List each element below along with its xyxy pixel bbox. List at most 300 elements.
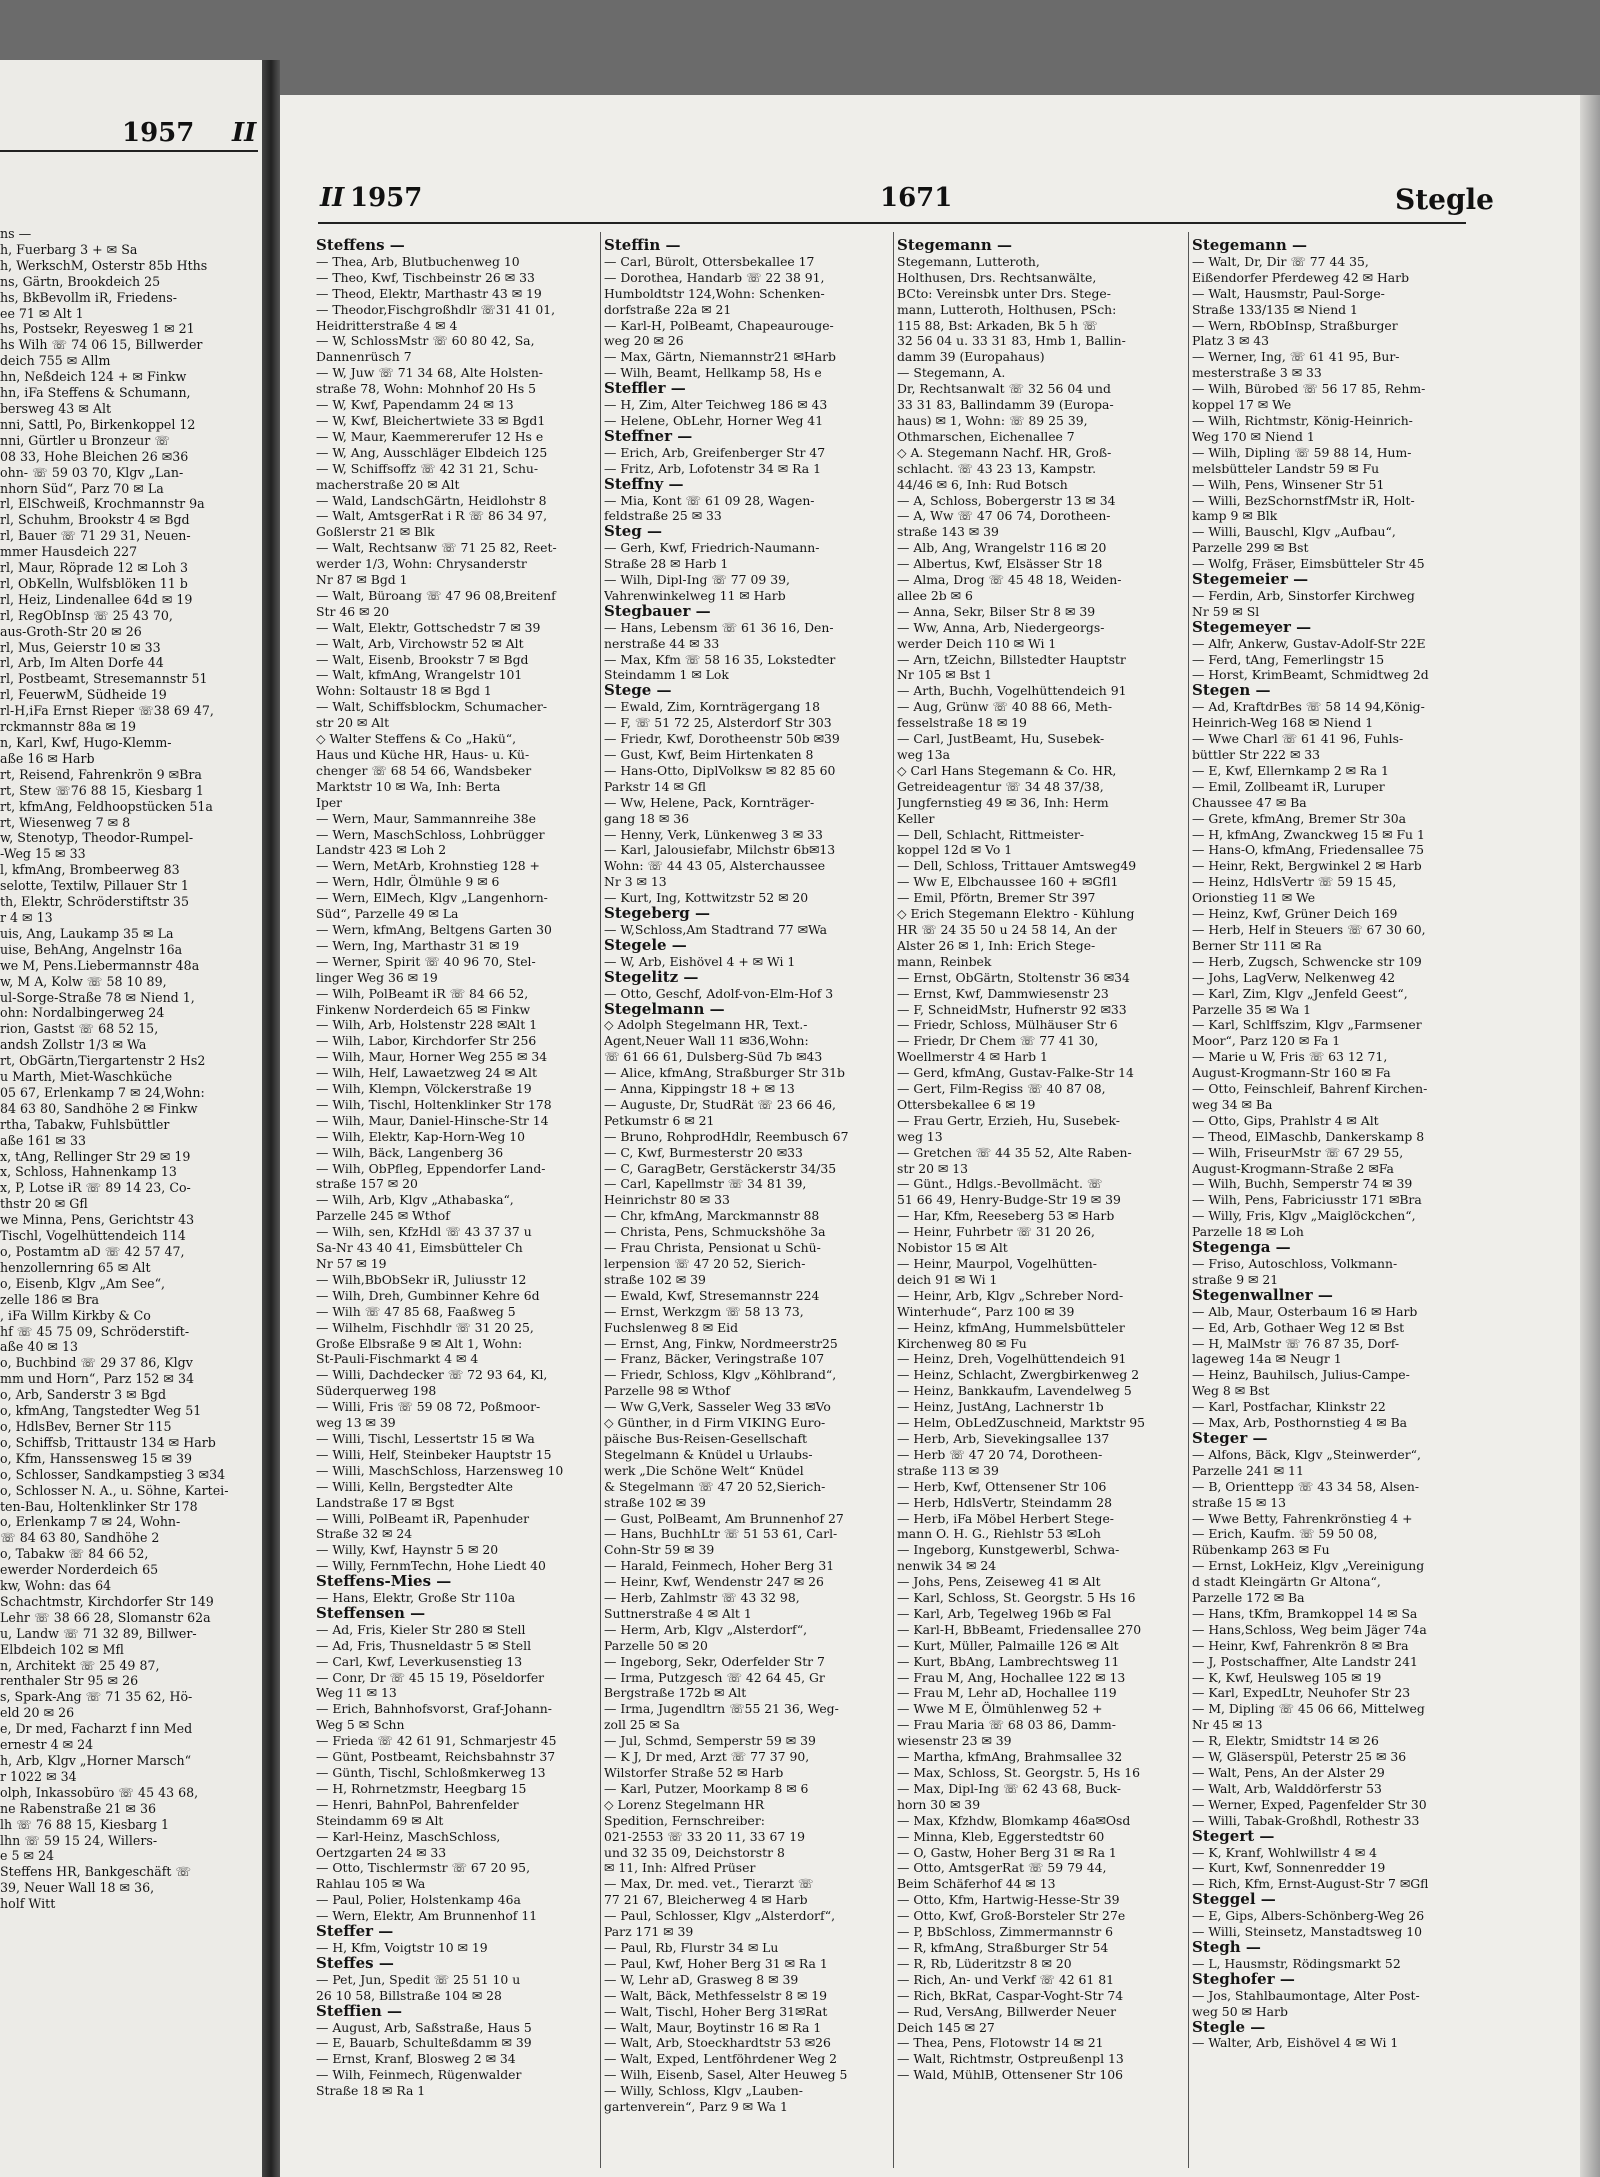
directory-entry-line: — Anna, Sekr, Bilser Str 8 ✉ 39 [897, 603, 1096, 619]
directory-entry-line: — Hans,Schloss, Weg beim Jäger 74a [1192, 1621, 1427, 1637]
directory-entry-line: — C, Kwf, Burmesterstr 20 ✉33 [604, 1144, 803, 1160]
directory-entry-line: Große Elbsraße 9 ✉ Alt 1, Wohn: [316, 1335, 523, 1351]
directory-entry-line: u, Landw ☏ 71 32 89, Billwer- [0, 1625, 197, 1641]
directory-entry-line: Stegemann, Lutteroth, [897, 253, 1040, 269]
directory-entry-line: — Heinz, kfmAng, Hummelsbütteler [897, 1319, 1125, 1335]
directory-entry-line: lageweg 14a ✉ Neugr 1 [1192, 1351, 1342, 1367]
directory-entry-line: — Ad, Fris, Thusneldastr 5 ✉ Stell [316, 1637, 532, 1653]
directory-entry-line: uise, BehAng, Angelnstr 16a [0, 941, 183, 957]
directory-entry-line: Straße 133/135 ✉ Niend 1 [1192, 301, 1358, 317]
directory-entry-line: Nobistor 15 ✉ Alt [897, 1240, 1008, 1256]
directory-entry-line: — Wilh, Pens, Fabriciusstr 171 ✉Bra [1192, 1192, 1422, 1208]
directory-entry-line: Parzelle 18 ✉ Loh [1192, 1224, 1304, 1240]
directory-entry-line: o, Buchbind ☏ 29 37 86, Klgv [0, 1355, 193, 1371]
directory-entry-line: — Friso, Autoschloss, Volkmann- [1192, 1256, 1398, 1271]
directory-entry-line: Othmarschen, Eichenallee 7 [897, 428, 1075, 444]
directory-entry-line: — Wilh, Maur, Daniel-Hinsche-Str 14 [316, 1112, 549, 1128]
directory-entry-line: — Carl, Bürolt, Ottersbekallee 17 [604, 253, 815, 269]
directory-entry-line: — Wilhelm, Fischhdlr ☏ 31 20 25, [316, 1319, 534, 1335]
directory-entry-line: werk „Die Schöne Welt“ Knüdel [604, 1462, 804, 1478]
directory-entry-line: kamp 9 ✉ Blk [1192, 508, 1278, 524]
directory-entry-line: rl, Bauer ☏ 71 29 31, Neuen- [0, 528, 191, 544]
directory-entry-line: — Otto, Feinschleif, Bahrenf Kirchen- [1192, 1081, 1428, 1097]
directory-entry-line: — Wilh, PolBeamt iR ☏ 84 66 52, [316, 985, 529, 1001]
directory-entry-line: — Theod, Elektr, Marthastr 43 ✉ 19 [316, 285, 542, 301]
directory-entry-line: Parzelle 241 ✉ 11 [1192, 1462, 1304, 1478]
directory-entry-line: — Heinz, Bankkaufm, Lavendelweg 5 [897, 1383, 1132, 1399]
directory-entry-line: rl-H,iFa Ernst Rieper ☏38 69 47, [0, 703, 214, 719]
directory-entry-line: & Stegelmann ☏ 47 20 52,Sierich- [604, 1478, 826, 1494]
directory-entry-line: straße 102 ✉ 39 [604, 1271, 706, 1287]
directory-entry-line: — Carl, Kapellmstr ☏ 34 81 39, [604, 1176, 807, 1192]
directory-entry-line: — Ww G,Verk, Sasseler Weg 33 ✉Vo [604, 1399, 831, 1415]
directory-entry-line: Stegelmann — [604, 1001, 725, 1018]
directory-entry-line: — Ingeborg, Sekr, Oderfelder Str 7 [604, 1653, 825, 1669]
directory-entry-line: Steg — [604, 524, 663, 541]
directory-entry-line: — Alb, Ang, Wrangelstr 116 ✉ 20 [897, 540, 1107, 556]
directory-entry-line: — Theodor,Fischgroßhdlr ☏31 41 01, [316, 301, 556, 317]
directory-entry-line: andsh Zollstr 1/3 ✉ Wa [0, 1037, 147, 1053]
directory-entry-line: damm 39 (Europahaus) [897, 349, 1045, 365]
page-number: 1671 [880, 183, 953, 213]
directory-entry-line: Spedition, Fernschreiber: [604, 1812, 765, 1828]
directory-entry-line: — Wern, Hdlr, Ölmühle 9 ✉ 6 [316, 874, 500, 890]
right-header-rule [318, 222, 1466, 224]
directory-entry-line: Eißendorfer Pferdeweg 42 ✉ Harb [1192, 269, 1410, 285]
directory-entry-line: Stegbauer — [604, 603, 711, 620]
directory-entry-line: Kirchenweg 80 ✉ Fu [897, 1335, 1027, 1351]
directory-entry-line: — W,Schloss,Am Stadtrand 77 ✉Wa [604, 921, 828, 937]
directory-entry-line: — Wilh, sen, KfzHdl ☏ 43 37 37 u [316, 1224, 532, 1240]
directory-entry-line: — Karl-H, PolBeamt, Chapeaurouge- [604, 317, 834, 333]
directory-entry-line: — Willi, Fris ☏ 59 08 72, Poßmoor- [316, 1399, 541, 1415]
directory-entry-line: Steghofer — [1192, 1971, 1295, 1988]
directory-entry-line: — Ernst, Werkzgm ☏ 58 13 73, [604, 1303, 804, 1319]
directory-entry-line: ◇ Lorenz Stegelmann HR [604, 1796, 765, 1812]
directory-entry-line: straße 143 ✉ 39 [897, 524, 999, 540]
directory-entry-line: — Karl, Jalousiefabr, Milchstr 6b✉13 [604, 842, 836, 858]
directory-entry-line: — Gretchen ☏ 44 35 52, Alte Raben- [897, 1144, 1132, 1160]
directory-entry-line: St-Pauli-Fischmarkt 4 ✉ 4 [316, 1351, 479, 1367]
directory-entry-line: — Walt, Tischl, Hoher Berg 31✉Rat [604, 2003, 828, 2019]
directory-entry-line: renthaler Str 95 ✉ 26 [0, 1673, 139, 1689]
directory-entry-line: — Wilh, Beamt, Hellkamp 58, Hs e [604, 365, 822, 381]
directory-entry-line: gang 18 ✉ 36 [604, 810, 689, 826]
directory-entry-line: — Wwe Betty, Fahrenkrönstieg 4 + [1192, 1510, 1413, 1526]
directory-entry-line: — Willy, Kwf, Haynstr 5 ✉ 20 [316, 1542, 499, 1558]
directory-entry-line: — Otto, Geschf, Adolf-von-Elm-Hof 3 [604, 985, 834, 1001]
directory-entry-line: — Ewald, Kwf, Stresemannstr 224 [604, 1287, 820, 1303]
directory-entry-line: — Wern, MetArb, Krohnstieg 128 + [316, 858, 540, 874]
directory-entry-line: Nr 57 ✉ 19 [316, 1256, 387, 1271]
directory-entry-line: — Heinz, Dreh, Vogelhüttendeich 91 [897, 1351, 1127, 1367]
right-page-year: 1957 [350, 183, 423, 213]
directory-entry-line: — Horst, KrimBeamt, Schmidtweg 2d [1192, 667, 1429, 683]
directory-entry-line: — Ernst, Kranf, Blosweg 2 ✉ 34 [316, 2051, 516, 2067]
directory-column-3 [897, 238, 1185, 2168]
directory-entry-line: päische Bus-Reisen-Gesellschaft [604, 1430, 808, 1446]
directory-entry-line: Parzelle 98 ✉ Wthof [604, 1383, 730, 1399]
directory-entry-line: koppel 12d ✉ Vo 1 [897, 842, 1013, 858]
directory-entry-line: — Herb, Zahlmstr ☏ 43 32 98, [604, 1590, 800, 1606]
directory-entry-line: aße 161 ✉ 33 [0, 1132, 86, 1148]
directory-entry-line: — Thea, Pens, Flotowstr 14 ✉ 21 [897, 2035, 1104, 2051]
directory-entry-line: koppel 17 ✉ We [1192, 397, 1292, 413]
directory-entry-line: August-Krogmann-Str 160 ✉ Fa [1192, 1065, 1391, 1081]
directory-entry-line: hs, BkBevollm iR, Friedens- [0, 289, 177, 305]
directory-entry-line: Parzelle 35 ✉ Wa 1 [1192, 1001, 1312, 1017]
directory-entry-line: — Chr, kfmAng, Marckmannstr 88 [604, 1208, 820, 1224]
directory-entry-line: Süderquerweg 198 [316, 1383, 437, 1399]
directory-entry-line: — Herb, Arb, Sievekingsallee 137 [897, 1430, 1110, 1446]
directory-entry-line: nni, Sattl, Po, Birkenkoppel 12 [0, 416, 196, 432]
directory-entry-line: chenger ☏ 68 54 66, Wandsbeker [316, 762, 532, 778]
directory-entry-line: weg 13a [897, 747, 950, 762]
directory-entry-line: — Dorothea, Handarb ☏ 22 38 91, [604, 269, 825, 285]
directory-entry-line: haus) ✉ 1, Wohn: ☏ 89 25 39, [897, 412, 1088, 428]
directory-entry-line: Nr 45 ✉ 13 [1192, 1717, 1263, 1733]
directory-entry-line: BCto: Vereinsbk unter Drs. Stege- [897, 285, 1111, 301]
directory-entry-line: — Karl, Zim, Klgv „Jenfeld Geest“, [1192, 985, 1408, 1001]
directory-entry-line: 44/46 ✉ 6, Inh: Rud Botsch [897, 476, 1068, 492]
directory-entry-line: Steffin — [604, 238, 681, 254]
directory-entry-line: Parz 171 ✉ 39 [604, 1924, 694, 1940]
directory-entry-line: — Otto, Kwf, Groß-Borsteler Str 27e [897, 1908, 1126, 1924]
directory-entry-line: — Ww, Anna, Arb, Niedergeorgs- [897, 619, 1105, 635]
directory-entry-line: x, Schloss, Hahnenkamp 13 [0, 1164, 177, 1180]
directory-entry-line: Stegele — [604, 937, 687, 954]
directory-entry-line: — Alma, Drog ☏ 45 48 18, Weiden- [897, 572, 1122, 588]
directory-entry-line: — Wilh, Elektr, Kap-Horn-Weg 10 [316, 1128, 526, 1144]
directory-entry-line: — Kurt, Müller, Palmaille 126 ✉ Alt [897, 1637, 1119, 1653]
directory-entry-line: — Wilh, Dipling ☏ 59 88 14, Hum- [1192, 444, 1412, 460]
directory-entry-line: o, Postamtm aD ☏ 42 57 47, [0, 1244, 185, 1259]
directory-entry-line: Weg 8 ✉ Bst [1192, 1383, 1270, 1399]
directory-entry-line: 51 66 49, Henry-Budge-Str 19 ✉ 39 [897, 1192, 1121, 1208]
directory-entry-line: dorfstraße 22a ✉ 21 [604, 301, 732, 317]
directory-entry-line: — Willi, MaschSchloss, Harzensweg 10 [316, 1462, 564, 1478]
directory-entry-line: — Gust, PolBeamt, Am Brunnenhof 27 [604, 1510, 844, 1526]
directory-entry-line: Stegelmann & Knüdel u Urlaubs- [604, 1446, 813, 1462]
directory-entry-line: Wilstorfer Straße 52 ✉ Harb [604, 1765, 784, 1780]
directory-entry-line: Agent,Neuer Wall 11 ✉36,Wohn: [604, 1033, 809, 1049]
directory-entry-line: weg 50 ✉ Harb [1192, 2003, 1288, 2019]
directory-entry-line: — Thea, Arb, Blutbuchenweg 10 [316, 253, 520, 269]
directory-entry-line: we M, Pens.Liebermannstr 48a [0, 957, 200, 973]
directory-entry-line: — Minna, Kleb, Eggerstedtstr 60 [897, 1828, 1105, 1844]
directory-entry-line: — Theo, Kwf, Tischbeinstr 26 ✉ 33 [316, 269, 535, 285]
directory-entry-line: — Frau Christa, Pensionat u Schü- [604, 1240, 821, 1256]
directory-entry-line: ◇ Walter Steffens & Co „Hakü“, [316, 731, 517, 747]
directory-entry-line: Lehr ☏ 38 66 28, Slomanstr 62a [0, 1609, 211, 1625]
directory-entry-line: Nr 105 ✉ Bst 1 [897, 667, 992, 683]
directory-entry-line: Goßlerstr 21 ✉ Blk [316, 524, 435, 540]
directory-entry-line: — Günt., Hdlgs.-Bevollmächt. ☏ [897, 1176, 1103, 1192]
directory-entry-line: — Walt, Elektr, Gottschedstr 7 ✉ 39 [316, 619, 541, 635]
directory-entry-line: 08 33, Hohe Bleichen 26 ✉36 [0, 448, 189, 464]
directory-entry-line: Weg 11 ✉ 13 [316, 1685, 397, 1701]
directory-entry-line: — W, SchlossMstr ☏ 60 80 42, Sa, [316, 333, 535, 349]
directory-entry-line: — Theod, ElMaschb, Dankerskamp 8 [1192, 1128, 1425, 1144]
directory-entry-line: — Wilh, Labor, Kirchdorfer Str 256 [316, 1033, 537, 1049]
directory-entry-line: bersweg 43 ✉ Alt [0, 400, 112, 416]
directory-entry-line: — Anna, Kippingstr 18 + ✉ 13 [604, 1081, 795, 1097]
directory-entry-line: — Herb, Zugsch, Schwencke str 109 [1192, 953, 1422, 969]
directory-entry-line: schlacht. ☏ 43 23 13, Kampstr. [897, 460, 1097, 476]
directory-entry-line: ◇ Erich Stegemann Elektro - Kühlung [897, 906, 1135, 922]
directory-entry-line: — Herb, HdlsVertr, Steindamm 28 [897, 1494, 1113, 1510]
directory-entry-line: — Frau M, Ang, Hochallee 122 ✉ 13 [897, 1669, 1126, 1685]
directory-entry-line: n, Architekt ☏ 25 49 87, [0, 1657, 160, 1673]
directory-entry-line: rt, Stew ☏76 88 15, Kiesbarg 1 [0, 782, 204, 798]
directory-column-4 [1192, 238, 1476, 2168]
left-header-rule [0, 150, 258, 152]
directory-entry-line: — Grete, kfmAng, Bremer Str 30a [1192, 810, 1407, 826]
directory-entry-line: Rahlau 105 ✉ Wa [316, 1876, 426, 1892]
directory-entry-line: — Frau Gertr, Erzieh, Hu, Susebek- [897, 1112, 1120, 1128]
directory-entry-line: — Har, Kfm, Reeseberg 53 ✉ Harb [897, 1208, 1115, 1224]
directory-entry-line: — Heinz, Schlacht, Zwergbirkenweg 2 [897, 1367, 1140, 1383]
directory-entry-line: — Ernst, ObGärtn, Stoltenstr 36 ✉34 [897, 969, 1130, 985]
directory-entry-line: — Wilh, Bäck, Langenberg 36 [316, 1144, 504, 1160]
directory-entry-line: Stegen — [1192, 683, 1271, 700]
directory-entry-line: — Ad, KraftdrBes ☏ 58 14 94,König- [1192, 699, 1425, 715]
directory-entry-line: — W, Kwf, Bleichertwiete 33 ✉ Bgd1 [316, 412, 546, 428]
directory-entry-line: lerpension ☏ 47 20 52, Sierich- [604, 1256, 806, 1271]
directory-entry-line: x, tAng, Rellinger Str 29 ✉ 19 [0, 1148, 191, 1164]
directory-entry-line: zelle 186 ✉ Bra [0, 1291, 99, 1307]
directory-entry-line: — Wilh, Dreh, Gumbinner Kehre 6d [316, 1287, 540, 1303]
directory-entry-line: Stegenwallner — [1192, 1287, 1333, 1304]
directory-entry-line: Straße 28 ✉ Harb 1 [604, 556, 729, 572]
column-divider [893, 232, 894, 2168]
directory-entry-line: eld 20 ✉ 26 [0, 1705, 75, 1721]
directory-entry-line: — Kurt, Ing, Kottwitzstr 52 ✉ 20 [604, 890, 809, 906]
directory-column-2 [604, 238, 890, 2168]
directory-entry-line: ne Rabenstraße 21 ✉ 36 [0, 1800, 157, 1816]
directory-entry-line: — J, Postschaffner, Alte Landstr 241 [1192, 1653, 1418, 1669]
directory-entry-line: lh ☏ 76 88 15, Kiesbarg 1 [0, 1816, 170, 1832]
directory-entry-line: nenwik 34 ✉ 24 [897, 1558, 997, 1574]
left-page-column [0, 226, 256, 2166]
directory-entry-line: ee 71 ✉ Alt 1 [0, 305, 84, 321]
directory-entry-line: Nr 59 ✉ Sl [1192, 603, 1260, 619]
directory-entry-line: — Wern, Ing, Marthastr 31 ✉ 19 [316, 937, 520, 953]
directory-entry-line: — W, Arb, Eishövel 4 + ✉ Wi 1 [604, 953, 796, 969]
directory-entry-line: — Wilh, Eisenb, Sasel, Alter Heuweg 5 [604, 2067, 848, 2083]
directory-entry-line: — Walter, Arb, Eishövel 4 ✉ Wi 1 [1192, 2035, 1399, 2051]
directory-entry-line: — Harald, Feinmech, Hoher Berg 31 [604, 1558, 835, 1574]
directory-entry-line: — Gerd, kfmAng, Gustav-Falke-Str 14 [897, 1065, 1134, 1081]
directory-entry-line: -Weg 15 ✉ 33 [0, 846, 86, 862]
directory-entry-line: — Wilh, Helf, Lawaetzweg 24 ✉ Alt [316, 1065, 537, 1081]
directory-entry-line: ◇ Adolph Stegelmann HR, Text.- [604, 1017, 808, 1033]
directory-entry-line: — Wern, Elektr, Am Brunnenhof 11 [316, 1908, 538, 1924]
directory-entry-line: — Hans, BuchhLtr ☏ 51 53 61, Carl- [604, 1526, 838, 1542]
directory-entry-line: mann, Lutteroth, Holthusen, PSch: [897, 301, 1117, 317]
directory-entry-line: — Max, Dipl-Ing ☏ 62 43 68, Buck- [897, 1780, 1121, 1796]
directory-entry-line: Straße 18 ✉ Ra 1 [316, 2083, 426, 2099]
directory-entry-line: Stege — [604, 683, 672, 700]
directory-entry-line: ◇ A. Stegemann Nachf. HR, Groß- [897, 444, 1112, 460]
directory-entry-line: — Karl, ExpedLtr, Neuhofer Str 23 [1192, 1685, 1411, 1701]
directory-entry-line: aus-Groth-Str 20 ✉ 26 [0, 623, 142, 639]
directory-entry-line: — Walt, Richtmstr, Ostpreußenpl 13 [897, 2051, 1124, 2067]
directory-entry-line: — Alice, kfmAng, Straßburger Str 31b [604, 1065, 845, 1081]
directory-entry-line: Steffes — [316, 1955, 394, 1972]
directory-entry-line: d stadt Kleingärtn Gr Altona“, [1192, 1574, 1381, 1590]
directory-entry-line: — Werner, Ing, ☏ 61 41 95, Bur- [1192, 349, 1400, 365]
directory-entry-line: straße 78, Wohn: Mohnhof 20 Hs 5 [316, 381, 537, 397]
directory-entry-line: — Wern, Maur, Sammannreihe 38e [316, 810, 536, 826]
directory-entry-line: — Dell, Schlacht, Rittmeister- [897, 826, 1085, 842]
directory-entry-line: — Helm, ObLedZuschneid, Marktstr 95 [897, 1415, 1146, 1431]
directory-entry-line: — A, Schloss, Bobergerstr 13 ✉ 34 [897, 492, 1116, 508]
directory-entry-line: — E, Kwf, Ellernkamp 2 ✉ Ra 1 [1192, 762, 1389, 778]
directory-entry-line: — C, GaragBetr, Gerstäckerstr 34/35 [604, 1160, 837, 1176]
directory-entry-line: Wohn: ☏ 44 43 05, Alsterchaussee [604, 858, 826, 874]
directory-entry-line: — Willi, Kelln, Bergstedter Alte [316, 1478, 513, 1494]
directory-entry-line: straße 113 ✉ 39 [897, 1462, 999, 1478]
directory-entry-line: Beim Schäferhof 44 ✉ 13 [897, 1876, 1056, 1892]
directory-entry-line: — Friedr, Dr Chem ☏ 77 41 30, [897, 1033, 1099, 1049]
directory-entry-line: melsbütteler Landstr 59 ✉ Fu [1192, 460, 1380, 476]
directory-entry-line: ☏ 61 66 61, Dulsberg-Süd 7b ✉43 [604, 1049, 823, 1065]
directory-entry-line: str 20 ✉ Alt [316, 715, 390, 731]
directory-entry-line: Schachtmstr, Kirchdorfer Str 149 [0, 1593, 214, 1609]
directory-entry-line: — Ad, Fris, Kieler Str 280 ✉ Stell [316, 1621, 526, 1637]
directory-entry-line: — Karl, Arb, Tegelweg 196b ✉ Fal [897, 1605, 1112, 1621]
directory-entry-line: rt, ObGärtn,Tiergartenstr 2 Hs2 [0, 1053, 206, 1069]
directory-entry-line: rt, Reisend, Fahrenkrön 9 ✉Bra [0, 766, 202, 782]
directory-entry-line: Tischl, Vogelhüttendeich 114 [0, 1228, 186, 1244]
directory-entry-line: Stegert — [1192, 1828, 1275, 1845]
directory-entry-line: Parkstr 14 ✉ Gfl [604, 778, 706, 794]
directory-entry-line: o, Schlosser, Sandkampstieg 3 ✉34 [0, 1466, 226, 1482]
directory-entry-line: — Walt, kfmAng, Wrangelstr 101 [316, 667, 523, 683]
directory-entry-line: — Alb, Maur, Osterbaum 16 ✉ Harb [1192, 1303, 1418, 1319]
directory-entry-line: — Otto, AmtsgerRat ☏ 59 79 44, [897, 1860, 1107, 1876]
directory-entry-line: zoll 25 ✉ Sa [604, 1717, 680, 1733]
directory-entry-line: — Emil, Pförtn, Bremer Str 397 [897, 890, 1096, 906]
directory-entry-line: — Walt, Arb, Walddörferstr 53 [1192, 1780, 1382, 1796]
directory-entry-line: 26 10 58, Billstraße 104 ✉ 28 [316, 1987, 502, 2003]
directory-entry-line: — Willy, Fris, Klgv „Maiglöckchen“, [1192, 1208, 1416, 1224]
directory-entry-line: — Walt, Eisenb, Brookstr 7 ✉ Bgd [316, 651, 529, 667]
directory-entry-line: Stegemeyer — [1192, 619, 1312, 636]
directory-entry-line: — Friedr, Schloss, Klgv „Köhlbrand“, [604, 1367, 837, 1383]
directory-entry-line: — O, Gastw, Hoher Berg 31 ✉ Ra 1 [897, 1844, 1117, 1860]
directory-entry-line: rl, Maur, Röprade 12 ✉ Loh 3 [0, 560, 189, 576]
directory-entry-line: olph, Inkassobüro ☏ 45 43 68, [0, 1784, 199, 1800]
directory-entry-line: — Werner, Exped, Pagenfelder Str 30 [1192, 1796, 1427, 1812]
directory-entry-line: Parzelle 245 ✉ Wthof [316, 1208, 450, 1224]
directory-entry-line: Steffens — [316, 238, 405, 254]
directory-entry-line: — Frau Maria ☏ 68 03 86, Damm- [897, 1717, 1116, 1733]
directory-entry-line: we Minna, Pens, Gerichtstr 43 [0, 1212, 195, 1228]
directory-entry-line: — Günt, Postbeamt, Reichsbahnstr 37 [316, 1749, 556, 1765]
directory-entry-line: feldstraße 25 ✉ 33 [604, 508, 722, 524]
directory-entry-line: — H, Kfm, Voigtstr 10 ✉ 19 [316, 1939, 488, 1955]
directory-entry-line: — E, Bauarb, Schulteßdamm ✉ 39 [316, 2035, 532, 2051]
directory-entry-line: weg 20 ✉ 26 [604, 333, 684, 349]
directory-entry-line: — Otto, Kfm, Hartwig-Hesse-Str 39 [897, 1892, 1120, 1908]
directory-entry-line: rl, ObKelln, Wulfsblöken 11 b [0, 575, 188, 591]
directory-entry-line: — H, Zim, Alter Teichweg 186 ✉ 43 [604, 397, 828, 413]
directory-entry-line: — Herb ☏ 47 20 74, Dorotheen- [897, 1446, 1103, 1462]
directory-entry-line: mmer Hausdeich 227 [0, 544, 138, 560]
directory-entry-line: — Max, Schloss, St. Georgstr. 5, Hs 16 [897, 1765, 1140, 1780]
directory-entry-line: selotte, Textilw, Pillauer Str 1 [0, 878, 189, 894]
directory-entry-line: wiesenstr 23 ✉ 39 [897, 1733, 1012, 1749]
directory-entry-line: — Wald, LandschGärtn, Heidlohstr 8 [316, 492, 547, 508]
directory-entry-line: rion, Gastst ☏ 68 52 15, [0, 1021, 159, 1037]
directory-entry-line: Steffler — [604, 381, 686, 398]
directory-entry-line: o, Eisenb, Klgv „Am See“, [0, 1275, 166, 1291]
directory-entry-line: — Kurt, Kwf, Sonnenredder 19 [1192, 1860, 1386, 1876]
directory-entry-line: — Wilh ☏ 47 85 68, Faaßweg 5 [316, 1303, 516, 1319]
directory-entry-line: — Rud, VersAng, Billwerder Neuer [897, 2003, 1117, 2019]
directory-entry-line: Oertzgarten 24 ✉ 33 [316, 1844, 447, 1860]
directory-entry-line: — Paul, Rb, Flurstr 34 ✉ Lu [604, 1939, 779, 1955]
directory-entry-line: Landstr 423 ✉ Loh 2 [316, 842, 447, 858]
column-divider [600, 232, 601, 2168]
directory-entry-line: — Ferdin, Arb, Sinstorfer Kirchweg [1192, 587, 1415, 603]
directory-entry-line: r 4 ✉ 13 [0, 909, 53, 925]
directory-entry-line: rtha, Tabakw, Fuhlsbüttler [0, 1116, 170, 1132]
directory-entry-line: e 5 ✉ 24 [0, 1848, 55, 1864]
directory-entry-line: — Arn, tZeichn, Billstedter Hauptstr [897, 651, 1126, 667]
directory-entry-line: Fuchslenweg 8 ✉ Eid [604, 1319, 739, 1335]
directory-entry-line: Steggel — [1192, 1892, 1276, 1909]
directory-entry-line: — Gust, Kwf, Beim Hirtenkaten 8 [604, 747, 814, 762]
directory-entry-line: Stegeberg — [604, 906, 710, 922]
directory-entry-line: — Willi, Dachdecker ☏ 72 93 64, Kl, [316, 1367, 548, 1383]
directory-entry-line: rl, ElSchweiß, Krochmannstr 9a [0, 496, 205, 512]
directory-entry-line: — K J, Dr med, Arzt ☏ 77 37 90, [604, 1749, 810, 1765]
directory-entry-line: — Heinr, Rekt, Bergwinkel 2 ✉ Harb [1192, 858, 1422, 874]
directory-entry-line: — Erich, Arb, Greifenberger Str 47 [604, 444, 826, 460]
directory-entry-line: — Karl-Heinz, MaschSchloss, [316, 1828, 501, 1844]
directory-entry-line: rl, RegObInsp ☏ 25 43 70, [0, 607, 173, 623]
directory-entry-line: Steffer — [316, 1924, 394, 1940]
directory-entry-line: — Carl, JustBeamt, Hu, Susebek- [897, 731, 1105, 747]
directory-entry-line: — Otto, Tischlermstr ☏ 67 20 95, [316, 1860, 531, 1876]
directory-entry-line: macherstraße 20 ✉ Alt [316, 476, 460, 492]
directory-entry-line: — Wald, MühlB, Ottensener Str 106 [897, 2067, 1124, 2083]
directory-entry-line: — A, Ww ☏ 47 06 74, Dorotheen- [897, 508, 1111, 524]
directory-entry-line: — Walt, Dr, Dir ☏ 77 44 35, [1192, 253, 1369, 269]
directory-entry-line: 021-2553 ☏ 33 20 11, 33 67 19 [604, 1828, 805, 1844]
directory-entry-line: Bergstraße 172b ✉ Alt [604, 1685, 747, 1701]
directory-entry-line: — Walt, Büroang ☏ 47 96 08,Breitenf [316, 587, 556, 603]
directory-entry-line: — Paul, Polier, Holstenkamp 46a [316, 1892, 521, 1908]
directory-entry-line: ◇ Carl Hans Stegemann & Co. HR, [897, 762, 1117, 778]
directory-entry-line: uis, Ang, Laukamp 35 ✉ La [0, 925, 174, 941]
directory-entry-line: weg 34 ✉ Ba [1192, 1096, 1273, 1112]
directory-entry-line: — Fritz, Arb, Lofotenstr 34 ✉ Ra 1 [604, 460, 821, 476]
directory-entry-line: n, Karl, Kwf, Hugo-Klemm- [0, 735, 172, 750]
directory-entry-line: — Heinz, HdlsVertr ☏ 59 15 45, [1192, 874, 1397, 890]
directory-entry-line: — Walt, Rechtsanw ☏ 71 25 82, Reet- [316, 540, 557, 556]
directory-entry-line: Straße 32 ✉ 24 [316, 1526, 413, 1542]
directory-entry-line: — Irma, Putzgesch ☏ 42 64 45, Gr [604, 1669, 825, 1685]
directory-entry-line: — Wwe M E, Ölmühlenweg 52 + [897, 1701, 1103, 1717]
directory-entry-line: w, M A, Kolw ☏ 58 10 89, [0, 973, 167, 989]
directory-entry-line: w, Stenotyp, Theodor-Rumpel- [0, 830, 194, 846]
directory-entry-line: rl, Mus, Geierstr 10 ✉ 33 [0, 639, 161, 655]
directory-entry-line: Dannenrüsch 7 [316, 349, 412, 365]
